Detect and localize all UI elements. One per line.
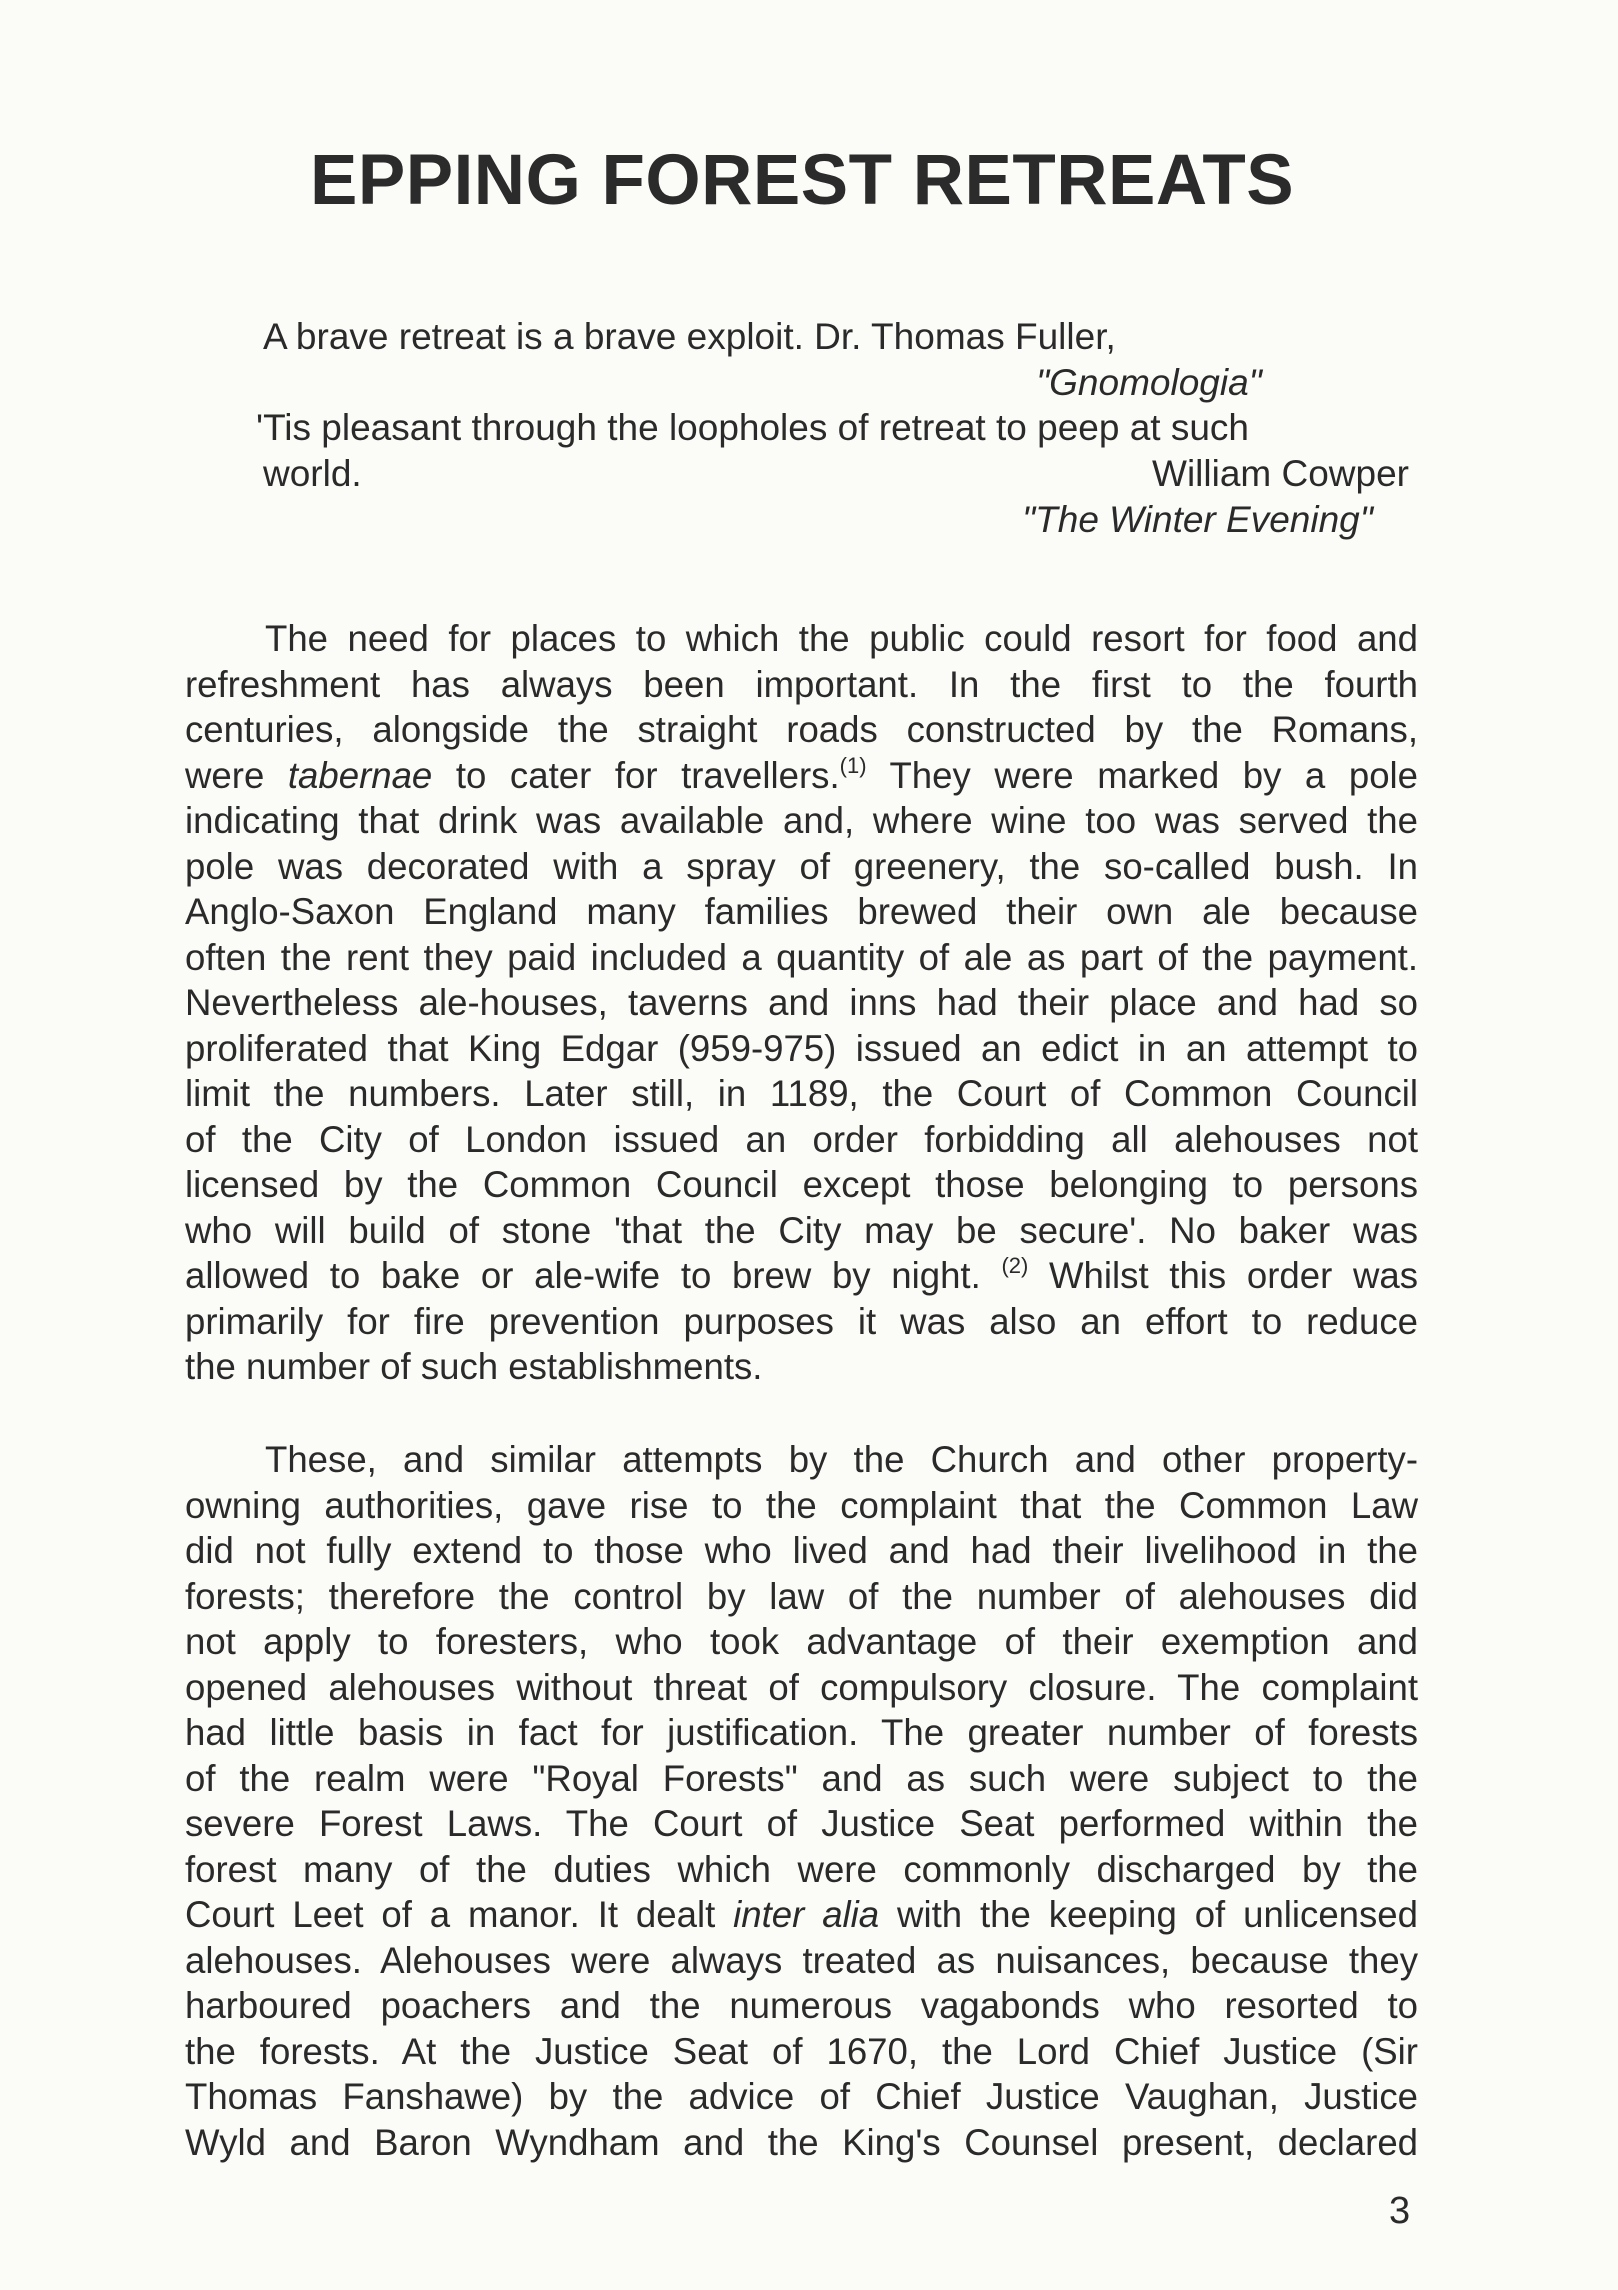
text-line: pole was decorated with a spray of greenery, the so-called bush. In: [185, 845, 1418, 887]
italic-term: tabernae: [287, 754, 433, 796]
text-line: [185, 1253, 1418, 1299]
epigraph-2-line2: [263, 451, 1409, 497]
text-line: the forests. At the Justice Seat of 1670, the Lord Chief Justice (Sir: [185, 2030, 1418, 2072]
text-line: refreshment has always been important. In the first to the fourth: [185, 663, 1418, 705]
text-line: proliferated that King Edgar (959-975) issued an edict in an attempt to: [185, 1027, 1418, 1069]
text-fragment: to cater for travellers.: [455, 754, 840, 796]
text-line: These, and similar attempts by the Church and other property-: [265, 1439, 1418, 1480]
text-line: licensed by the Common Council except those belonging to persons: [185, 1164, 1418, 1205]
footnote-ref-2: (2): [1001, 1253, 1029, 1278]
text-line: severe Forest Laws. The Court of Justice Seat performed within the: [185, 1803, 1418, 1844]
text-fragment: were: [185, 754, 265, 796]
epigraph-1-quote: A brave retreat is a brave exploit. Dr. Thomas Fuller,: [263, 316, 1116, 357]
text-fragment: Court Leet of a manor. It dealt: [185, 1894, 716, 1935]
text-fragment: Whilst this order was: [1049, 1255, 1418, 1296]
italic-term: inter alia: [733, 1894, 880, 1935]
text-line: often the rent they paid included a quantity of ale as part of the payment.: [185, 936, 1418, 978]
body-paragraph-2: [185, 1437, 1418, 2165]
text-line: forests; therefore the control by law of the number of alehouses did: [185, 1575, 1418, 1617]
page-title: EPPING FOREST RETREATS: [310, 141, 1295, 220]
text-line: The need for places to which the public could resort for food and: [265, 618, 1418, 659]
page-number: 3: [1389, 2190, 1411, 2232]
text-line: limit the numbers. Later still, in 1189, the Court of Common Council: [185, 1073, 1418, 1114]
text-line: the number of such establishments.: [185, 1346, 763, 1387]
text-fragment: allowed to bake or ale-wife to brew by night.: [185, 1255, 981, 1296]
text-fragment: with the keeping of unlicensed: [897, 1894, 1418, 1935]
text-line: Thomas Fanshawe) by the advice of Chief Justice Vaughan, Justice: [185, 2076, 1418, 2117]
epigraph-1-source: "Gnomologia": [1036, 362, 1262, 403]
text-line: primarily for fire prevention purposes it was also an effort to reduce: [185, 1300, 1418, 1342]
text-line: alehouses. Alehouses were always treated as nuisances, because they: [185, 1939, 1418, 1981]
text-line: of the City of London issued an order forbidding all alehouses not: [185, 1118, 1418, 1160]
epigraph-2-quote-line1: 'Tis pleasant through the loopholes of retreat to peep at such: [256, 407, 1250, 448]
text-line: who will build of stone 'that the City may be secure'. No baker was: [185, 1209, 1418, 1251]
text-line: Wyld and Baron Wyndham and the King's Counsel present, declared: [185, 2121, 1418, 2163]
text-fragment: They were marked by a pole: [889, 754, 1419, 796]
text-line: did not fully extend to those who lived and had their livelihood in the: [185, 1530, 1418, 1571]
text-line: centuries, alongside the straight roads constructed by the Romans,: [185, 709, 1418, 750]
text-line: Anglo-Saxon England many families brewed their own ale because: [185, 891, 1418, 932]
text-line: of the realm were "Royal Forests" and as such were subject to the: [185, 1757, 1418, 1799]
epigraph-2-quote-line2: world.: [263, 453, 362, 494]
body-paragraph-1: [185, 616, 1418, 1390]
footnote-ref-1: (1): [839, 752, 867, 778]
text-line: indicating that drink was available and, where wine too was served the: [185, 800, 1418, 841]
text-line: Nevertheless ale-houses, taverns and inns had their place and had so: [185, 982, 1418, 1023]
text-line: had little basis in fact for justification. The greater number of forests: [185, 1712, 1418, 1753]
text-line: harboured poachers and the numerous vagabonds who resorted to: [185, 1985, 1418, 2026]
text-line: [185, 1892, 1418, 1938]
text-line: [185, 753, 1418, 799]
text-line: opened alehouses without threat of compulsory closure. The complaint: [185, 1666, 1418, 1708]
epigraph-2-source: "The Winter Evening": [1022, 499, 1373, 540]
text-line: forest many of the duties which were commonly discharged by the: [185, 1848, 1418, 1890]
text-line: not apply to foresters, who took advantage of their exemption and: [185, 1621, 1418, 1662]
text-line: owning authorities, gave rise to the complaint that the Common Law: [185, 1484, 1418, 1526]
epigraph-2-author: William Cowper: [1152, 453, 1409, 494]
